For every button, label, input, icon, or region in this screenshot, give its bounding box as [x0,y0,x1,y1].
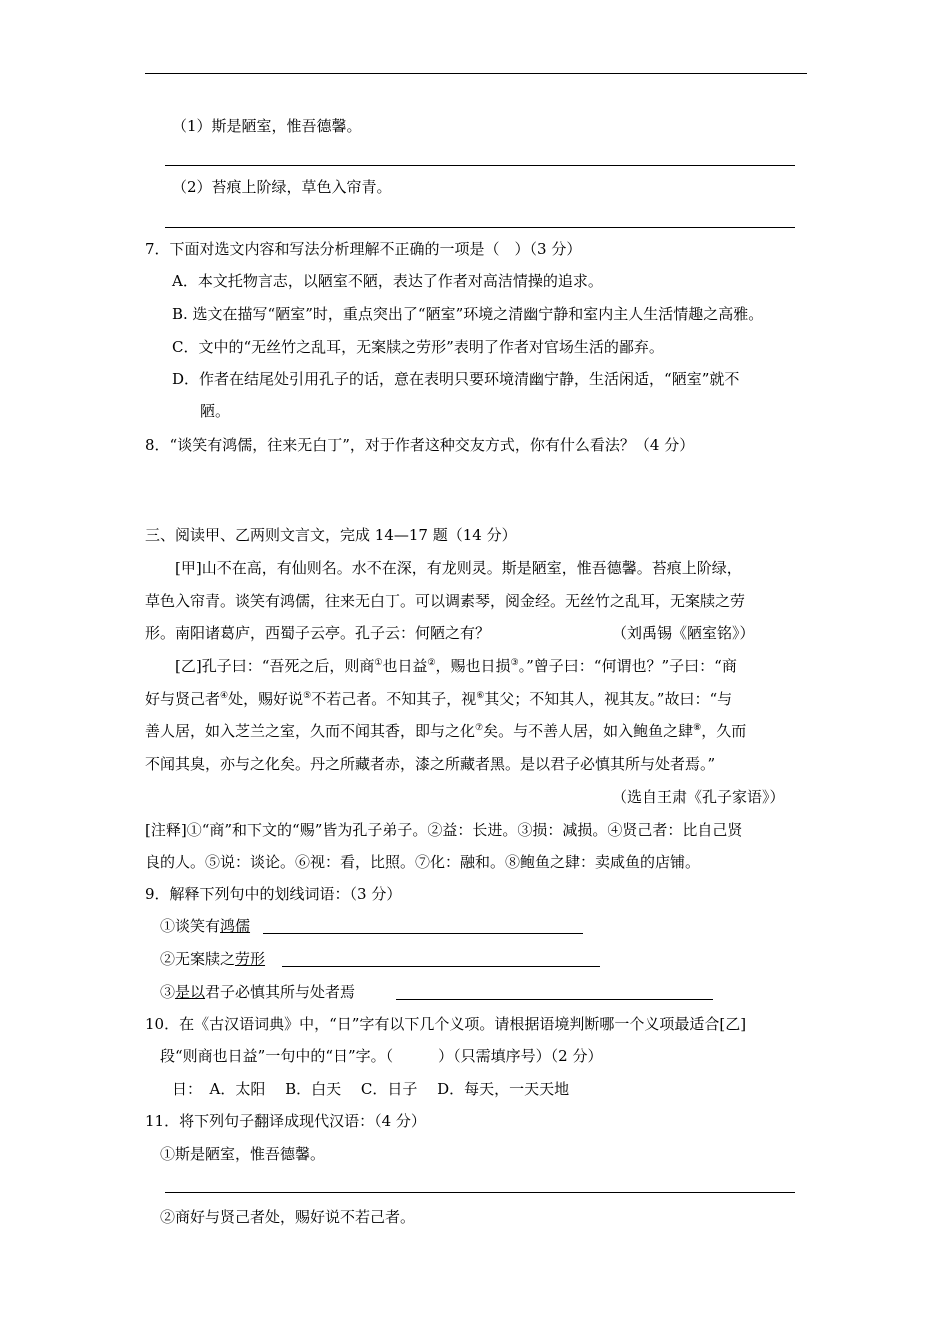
footnote-mark: ① [374,658,383,668]
q8-stem: 8．“谈笑有鸿儒，往来无白丁”，对于作者这种交友方式，你有什么看法？（4 分） [145,436,695,454]
answer-line[interactable] [263,933,583,934]
header-rule [145,73,807,74]
answer-line[interactable] [165,227,795,228]
passage-yi-source: （选自王肃《孔子家语》） [612,788,785,806]
answer-line[interactable] [165,165,795,166]
footnote-mark: ② [427,658,436,668]
q10-stem-cont: 段“则商也日益”一句中的“日”字。（ ）（只需填序号）（2 分） [160,1047,603,1065]
section3-heading: 三、阅读甲、乙两则文言文，完成 14—17 题（14 分） [145,526,517,544]
q7-option-c: C．文中的“无丝竹之乱耳，无案牍之劳形”表明了作者对官场生活的鄙弃。 [172,338,664,356]
footnote-mark: ⑤ [303,691,312,701]
q10-options: 日： A．太阳 B．白天 C．日子 D．每天，一天天地 [172,1080,570,1098]
q6-item-1: （1）斯是陋室，惟吾德馨。 [172,117,362,135]
q7-stem: 7．下面对选文内容和写法分析理解不正确的一项是（ ）（3 分） [145,240,582,258]
underlined-word: 是以 [175,983,206,1001]
q11-item-1: ①斯是陋室，惟吾德馨。 [160,1145,326,1163]
footnote-mark: ⑧ [693,723,702,733]
q9-item-2: ②无案牍之劳形 [160,950,266,968]
answer-line[interactable] [282,966,600,967]
q6-item-2: （2）苔痕上阶绿，草色入帘青。 [172,178,392,196]
underlined-word: 鸿儒 [220,917,251,935]
q9-stem: 9．解释下列句中的划线词语：（3 分） [145,885,402,903]
passage-jia-line: 形。南阳诸葛庐，西蜀子云亭。孔子云：何陋之有？ [145,624,491,642]
q7-option-b: B. 选文在描写“陋室”时，重点突出了“陋室”环境之清幽宁静和室内主人生活情趣之高雅。 [172,305,764,323]
q7-option-d-cont: 陋。 [200,402,231,420]
passage-jia-source: （刘禹锡《陋室铭》） [612,624,755,642]
answer-line[interactable] [165,1192,795,1193]
q11-stem: 11．将下列句子翻译成现代汉语：（4 分） [145,1112,426,1130]
passage-jia-line: 草色入帘青。谈笑有鸿儒，往来无白丁。可以调素琴，阅金经。无丝竹之乱耳，无案牍之劳 [145,592,746,610]
passage-yi-line: 不闻其臭，亦与之化矣。丹之所藏者赤，漆之所藏者黑。是以君子必慎其所与处者焉。” [145,755,716,773]
q9-item-3: ③是以君子必慎其所与处者焉 [160,983,356,1001]
notes-line: [注释]①“商”和下文的“赐”皆为孔子弟子。②益：长进。③损：减损。④贤己者：比自己贤 [145,821,743,839]
passage-yi-line: 好与贤己者④处，赐好说⑤不若己者。不知其子，视⑥其父；不知其人，视其友。”故曰：“与 [145,690,733,708]
answer-line[interactable] [396,999,713,1000]
q10-stem: 10．在《古汉语词典》中，“日”字有以下几个义项。请根据语境判断哪一个义项最适合[乙] [145,1015,747,1033]
footnote-mark: ⑥ [476,691,485,701]
notes-line: 良的人。⑤说：谈论。⑥视：看，比照。⑦化：融和。⑧鲍鱼之肆：卖咸鱼的店铺。 [145,853,701,871]
footnote-mark: ③ [510,658,519,668]
footnote-mark: ⑦ [475,723,484,733]
passage-yi-line: [乙]孔子曰：“吾死之后，则商①也日益②，赐也日损③。”曾子曰：“何谓也？”子曰：“商 [175,657,737,675]
q7-option-a: A．本文托物言志，以陋室不陋，表达了作者对高洁情操的追求。 [172,272,603,290]
q11-item-2: ②商好与贤己者处，赐好说不若己者。 [160,1208,416,1226]
passage-jia-line: [甲]山不在高，有仙则名。水不在深，有龙则灵。斯是陋室，惟吾德馨。苔痕上阶绿， [175,559,742,577]
q7-option-d: D．作者在结尾处引用孔子的话，意在表明只要环境清幽宁静，生活闲适，“陋室”就不 [172,370,740,388]
q9-item-1: ①谈笑有鸿儒 [160,917,251,935]
passage-yi-line: 善人居，如入芝兰之室，久而不闻其香，即与之化⑦矣。与不善人居，如入鲍鱼之肆⑧，久而 [145,722,747,740]
footnote-mark: ④ [220,691,229,701]
underlined-word: 劳形 [235,950,266,968]
